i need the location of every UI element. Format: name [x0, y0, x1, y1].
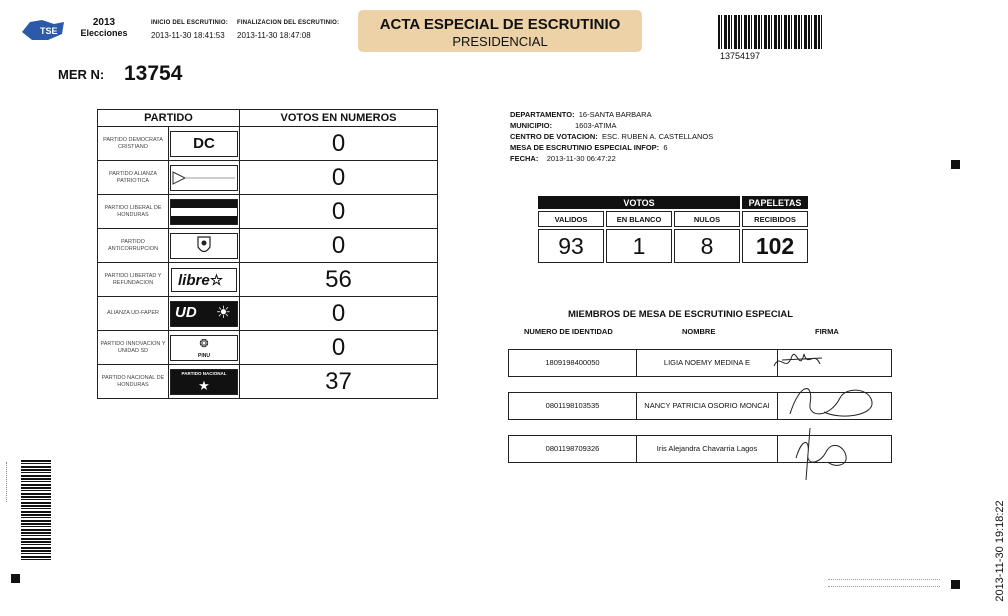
mesa-value: 6: [663, 143, 668, 152]
party-name: ALIANZA UD-FAPER: [98, 297, 169, 331]
nacional-logo-text: PARTIDO NACIONAL: [181, 370, 227, 376]
member-id: 1809198400050: [509, 350, 637, 376]
party-name: PARTIDO INNOVACION Y UNIDAD SD: [98, 331, 169, 365]
corner-mark: [951, 580, 960, 589]
members-col-name: NOMBRE: [682, 327, 716, 336]
members-title: MIEMBROS DE MESA DE ESCRUTINIO ESPECIAL: [568, 309, 794, 320]
departamento-label: DEPARTAMENTO:: [510, 110, 575, 119]
dc-logo: DC: [170, 131, 238, 157]
title-line2: PRESIDENCIAL: [452, 34, 548, 49]
star-icon: ★: [198, 377, 210, 393]
party-name: PARTIDO ANTICORRUPCION: [98, 229, 169, 263]
party-votes: 0: [240, 297, 438, 331]
col-party-header: PARTIDO: [98, 110, 240, 127]
mesa-label: MESA DE ESCRUTINIO ESPECIAL INFOP:: [510, 143, 660, 152]
pinu-logo: [170, 335, 238, 361]
location-info: [510, 109, 713, 164]
member-name: Iris Alejandra Chavarria Lagos: [637, 436, 778, 462]
blanco-label: EN BLANCO: [606, 211, 672, 227]
party-votes: 37: [240, 365, 438, 399]
side-barcode-text: [6, 462, 13, 502]
mer-value: 13754: [124, 62, 183, 85]
elecciones-logo: [76, 18, 132, 48]
liberal-flag-logo: [170, 199, 238, 225]
nulos-value: 8: [674, 229, 740, 263]
blanco-value: 1: [606, 229, 672, 263]
star-icon: ☆: [209, 271, 224, 289]
logo-year: 2013: [92, 17, 116, 28]
members-col-id: NUMERO DE IDENTIDAD: [524, 327, 613, 336]
nacional-star-logo: [170, 369, 238, 395]
start-value: 2013-11-30 18:41:53: [151, 31, 225, 40]
barcode-number: 13754197: [720, 51, 761, 61]
pac-shield-logo: [170, 233, 238, 259]
member-id: 0801198103535: [509, 393, 637, 419]
party-votes-table: [97, 109, 438, 399]
ud-logo-text: UD: [175, 303, 197, 321]
party-votes: 0: [240, 127, 438, 161]
totals-table: [536, 194, 810, 265]
party-votes: 0: [240, 195, 438, 229]
member-id: 0801198709326: [509, 436, 637, 462]
libre-logo: [171, 268, 237, 292]
scan-timestamp: 2013-11-30 19:18:22: [994, 500, 1006, 602]
nulos-label: NULOS: [674, 211, 740, 227]
member-name: LIGIA NOEMY MEDINA E: [637, 350, 778, 376]
corner-mark: [11, 574, 20, 583]
logo-text: Elecciones: [80, 28, 128, 38]
party-row: [98, 297, 438, 331]
corner-mark: [951, 160, 960, 169]
title-line1: ACTA ESPECIAL DE ESCRUTINIO: [379, 16, 621, 33]
start-label: INICIO DEL ESCRUTINIO:: [151, 20, 228, 26]
tse-logo: [18, 14, 68, 46]
signature-2: [780, 378, 880, 422]
municipio-value: 1603-ATIMA: [575, 121, 617, 130]
party-name: PARTIDO NACIONAL DE HONDURAS: [98, 365, 169, 399]
signature-3: [784, 418, 864, 482]
party-votes: 0: [240, 229, 438, 263]
votos-header: VOTOS: [538, 196, 740, 209]
side-barcode: [21, 460, 51, 560]
ud-logo: [170, 301, 238, 327]
papeletas-header: PAPELETAS: [742, 196, 808, 209]
recibidos-label: RECIBIDOS: [742, 211, 808, 227]
party-row: [98, 263, 438, 297]
party-votes: 0: [240, 161, 438, 195]
members-col-sign: FIRMA: [815, 327, 839, 336]
party-row: [98, 229, 438, 263]
fecha-value: 2013-11-30 06:47:22: [546, 154, 616, 163]
party-row: [98, 331, 438, 365]
party-name: PARTIDO LIBERAL DE HONDURAS: [98, 195, 169, 229]
member-row: [508, 349, 892, 377]
municipio-label: MUNICIPIO:: [510, 121, 553, 130]
party-row: [98, 127, 438, 161]
party-row: [98, 365, 438, 399]
party-row: [98, 195, 438, 229]
fecha-label: FECHA:: [510, 154, 539, 163]
alianza-logo: [170, 165, 238, 191]
footer-small-print: [828, 579, 940, 587]
pinu-logo-text: PINU: [198, 352, 210, 359]
validos-label: VALIDOS: [538, 211, 604, 227]
svg-text:TSE: TSE: [40, 26, 58, 36]
barcode: [718, 15, 822, 49]
signature-1: [770, 346, 830, 378]
end-label: FINALIZACION DEL ESCRUTINIO:: [237, 20, 340, 26]
member-name: NANCY PATRICIA OSORIO MONCAI: [637, 393, 778, 419]
recibidos-value: 102: [742, 229, 808, 263]
document-title: [358, 10, 642, 52]
party-name: PARTIDO ALIANZA PATRIOTICA: [98, 161, 169, 195]
departamento-value: 16-SANTA BARBARA: [578, 110, 652, 119]
sun-icon: ☀: [215, 302, 231, 322]
party-votes: 56: [240, 263, 438, 297]
validos-value: 93: [538, 229, 604, 263]
party-name: PARTIDO DEMOCRATA CRISTIANO: [98, 127, 169, 161]
libre-logo-text: libre: [178, 271, 210, 289]
mer-label: MER N:: [58, 67, 105, 82]
party-name: PARTIDO LIBERTAD Y REFUNDACION: [98, 263, 169, 297]
party-row: [98, 161, 438, 195]
wreath-icon: ❂: [199, 337, 209, 350]
party-votes: 0: [240, 331, 438, 365]
col-votes-header: VOTOS EN NUMEROS: [240, 110, 438, 127]
end-value: 2013-11-30 18:47:08: [237, 31, 311, 40]
centro-label: CENTRO DE VOTACION:: [510, 132, 598, 141]
centro-value: ESC. RUBEN A. CASTELLANOS: [601, 132, 714, 141]
